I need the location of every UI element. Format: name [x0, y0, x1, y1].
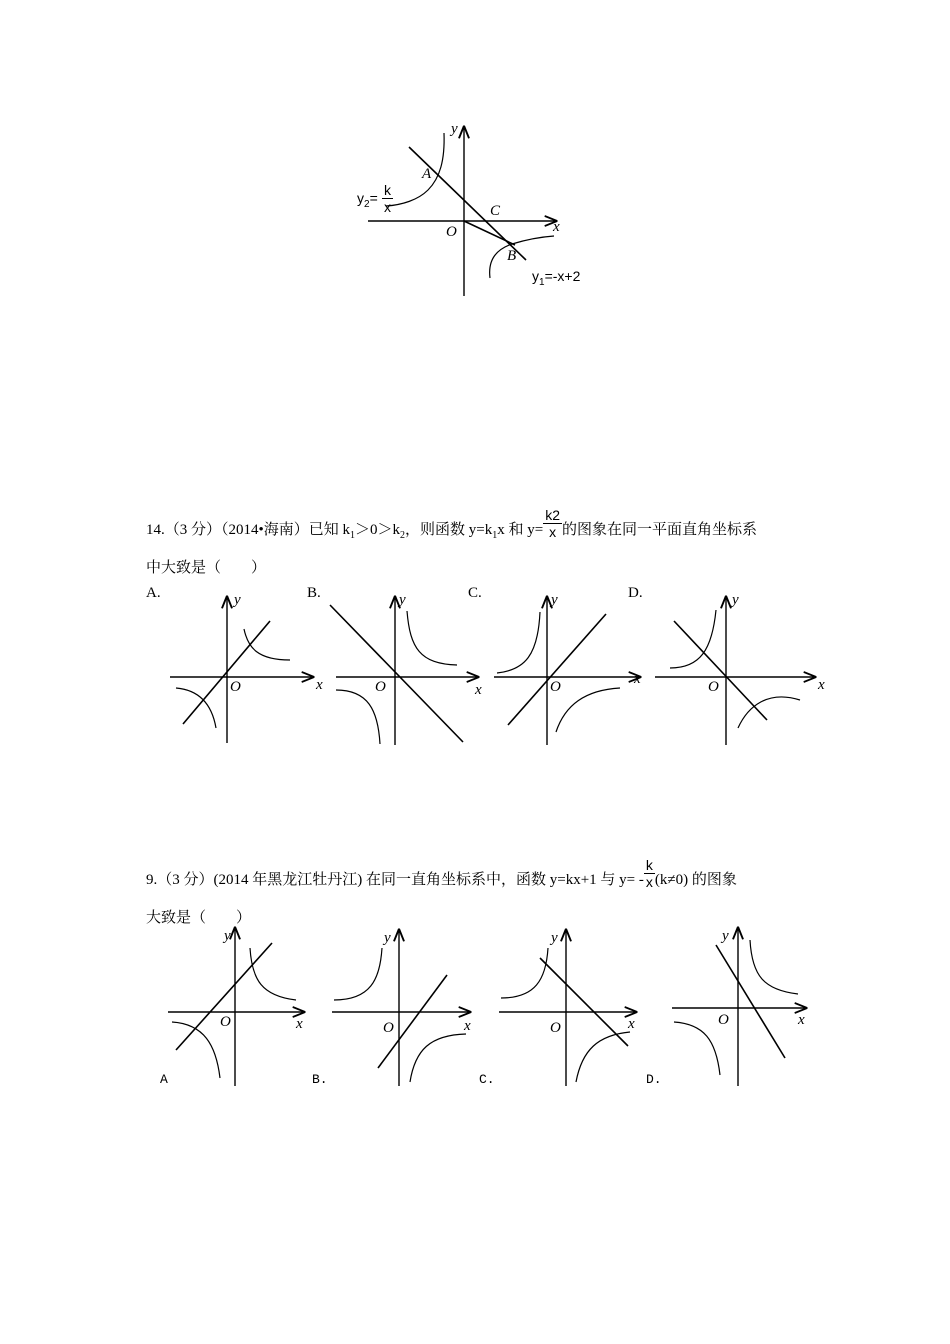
svg-text:x: x — [316, 677, 323, 693]
q9-line1: 9.（3 分）(2014 年黑龙江牡丹江) 在同一直角坐标系中，函数 y=kx+1 与 y= - $\frac{k}{x}$ (k≠0) 的图象 — [146, 857, 737, 891]
top-y-label: y — [451, 121, 458, 137]
q9-graph-d — [672, 928, 806, 1086]
svg-text:x: x — [475, 682, 482, 698]
svg-text:O: O — [383, 1020, 394, 1036]
top-y1-label: $y_1=-x+2$ — [532, 268, 581, 288]
svg-text:O: O — [220, 1014, 231, 1030]
svg-text:O: O — [718, 1012, 729, 1028]
svg-text:O: O — [708, 679, 719, 695]
top-point-a: A — [422, 166, 432, 182]
q14-option-b-label[interactable]: B. — [307, 585, 321, 601]
q14-option-c-label[interactable]: C. — [468, 585, 482, 601]
q9-line2: 大致是（ ） — [146, 910, 252, 926]
svg-text:x: x — [464, 1018, 471, 1034]
top-point-b: B — [507, 248, 517, 264]
svg-text:x: x — [818, 677, 825, 693]
svg-text:x: x — [634, 671, 641, 687]
svg-text:y: y — [224, 928, 231, 944]
top-point-c: C — [490, 203, 501, 219]
svg-text:y: y — [551, 592, 558, 608]
svg-text:y: y — [399, 592, 406, 608]
svg-text:O: O — [550, 1020, 561, 1036]
q9-graph-b — [332, 930, 471, 1086]
svg-text:x: x — [798, 1012, 805, 1028]
svg-text:y: y — [384, 930, 391, 946]
q14-line2: 中大致是（ ） — [146, 560, 267, 576]
q9-graph-c — [499, 930, 636, 1086]
top-origin-label: O — [446, 224, 457, 240]
svg-text:O: O — [230, 679, 241, 695]
svg-text:x: x — [628, 1016, 635, 1032]
q14-option-a-label[interactable]: A. — [146, 585, 161, 601]
svg-text:y: y — [722, 928, 729, 944]
svg-text:O: O — [550, 679, 561, 695]
q14-option-d-label[interactable]: D. — [628, 585, 643, 601]
q9-fraction: $\frac{k}{x}$ — [645, 857, 653, 891]
q14-fraction: $\frac{k2}{x}$ — [545, 507, 561, 541]
svg-text:y: y — [732, 592, 739, 608]
q14-line1: 14.（3 分）（2014•海南）已知 $k_1>0>k_2$，则函数 $y=k_1x$ 和 y= $\frac{k2}{x}$ 的图象在同一平面直角坐标系 — [146, 507, 758, 541]
svg-text:O: O — [375, 679, 386, 695]
top-y2-fraction: $\frac{k}{x}$ — [384, 182, 391, 215]
q9-option-a-label[interactable]: A — [160, 1072, 168, 1087]
q9-graph-a — [168, 928, 304, 1086]
svg-text:y: y — [551, 930, 558, 946]
svg-text:x: x — [296, 1016, 303, 1032]
q9-option-c-label[interactable]: C. — [479, 1072, 495, 1087]
q9-option-b-label[interactable]: B. — [312, 1072, 328, 1087]
svg-text:y: y — [234, 592, 241, 608]
top-x-label: x — [553, 219, 560, 235]
q9-option-d-label[interactable]: D. — [646, 1072, 662, 1087]
top-y2-label: $y_2=$ — [357, 190, 378, 210]
